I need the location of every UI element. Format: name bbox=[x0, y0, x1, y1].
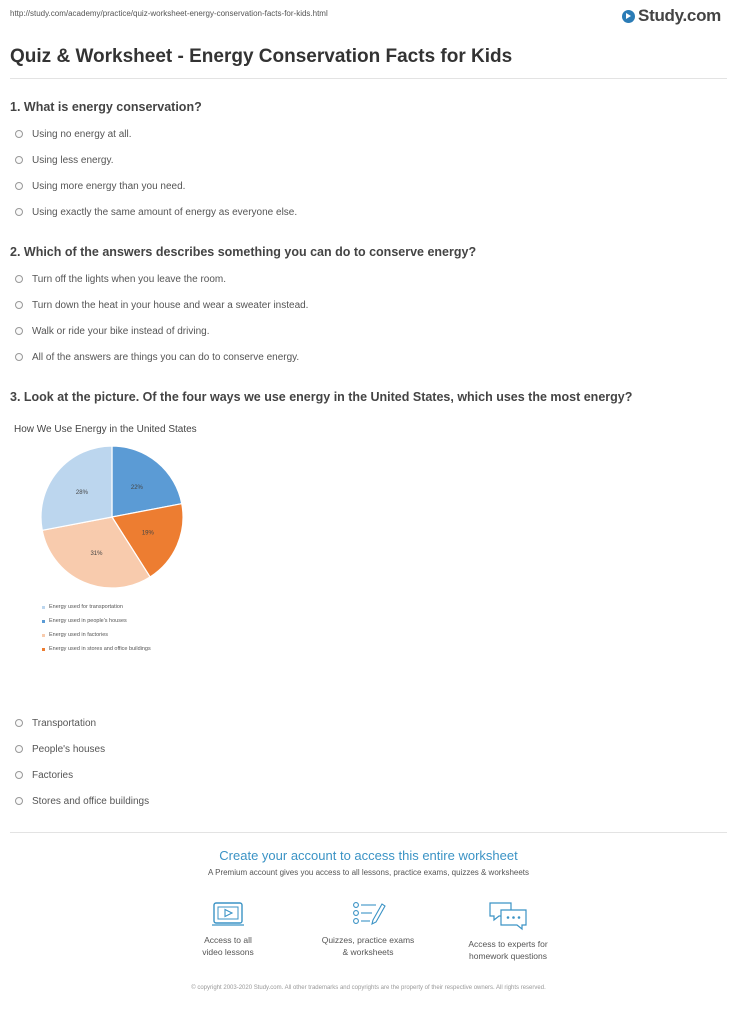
answer-label: People's houses bbox=[32, 743, 106, 755]
radio-button[interactable] bbox=[15, 771, 23, 779]
feature-label: homework questions bbox=[469, 951, 547, 961]
feature-label: Access to all bbox=[204, 935, 252, 945]
play-circle-icon bbox=[622, 10, 635, 23]
promo-subtitle: A Premium account gives you access to all lessons, practice exams, quizzes & worksheets bbox=[207, 868, 530, 877]
question-2-text: 2. Which of the answers describes something you can do to conserve energy? bbox=[10, 245, 477, 259]
radio-button[interactable] bbox=[15, 797, 23, 805]
answer-label: Factories bbox=[32, 769, 74, 781]
radio-button[interactable] bbox=[15, 301, 23, 309]
question-2-options bbox=[15, 266, 308, 370]
answer-option[interactable] bbox=[15, 292, 308, 318]
answer-label: Stores and office buildings bbox=[32, 795, 150, 807]
legend-label: Energy used in people's houses bbox=[49, 618, 127, 624]
legend-swatch bbox=[42, 620, 45, 623]
legend-swatch bbox=[42, 606, 45, 609]
page-url: http://study.com/academy/practice/quiz-worksheet-energy-conservation-facts-for-kids.html bbox=[10, 9, 328, 18]
pie-slice-label: 31% bbox=[90, 550, 103, 557]
radio-button[interactable] bbox=[15, 130, 23, 138]
promo-divider bbox=[10, 832, 727, 833]
energy-use-pie-chart bbox=[30, 440, 196, 596]
radio-button[interactable] bbox=[15, 327, 23, 335]
pie-slice-label: 28% bbox=[75, 490, 88, 497]
answer-label: All of the answers are things you can do to conserve energy. bbox=[32, 351, 300, 363]
radio-button[interactable] bbox=[15, 719, 23, 727]
legend-label: Energy used for transportation bbox=[49, 604, 123, 610]
feature-label: Quizzes, practice exams bbox=[321, 935, 415, 945]
chart-title: How We Use Energy in the United States bbox=[14, 424, 197, 435]
quiz-checklist-icon bbox=[350, 900, 386, 928]
legend-label: Energy used in stores and office buildings bbox=[49, 646, 151, 652]
video-lesson-icon bbox=[211, 900, 245, 928]
answer-label: Walk or ride your bike instead of driving. bbox=[32, 325, 210, 337]
radio-button[interactable] bbox=[15, 182, 23, 190]
feature-label: & worksheets bbox=[342, 947, 394, 957]
answer-label: Transportation bbox=[32, 717, 97, 729]
top-bar bbox=[10, 8, 727, 24]
pie-slice-label: 19% bbox=[141, 530, 154, 537]
answer-option[interactable] bbox=[15, 121, 297, 147]
pie-slice bbox=[41, 446, 112, 530]
legend-item bbox=[42, 642, 151, 656]
legend-swatch bbox=[42, 648, 45, 651]
legend-label: Energy used in factories bbox=[49, 632, 109, 638]
radio-button[interactable] bbox=[15, 745, 23, 753]
feature-video-lessons bbox=[158, 900, 298, 958]
chart-legend bbox=[42, 600, 151, 656]
radio-button[interactable] bbox=[15, 275, 23, 283]
feature-label: Access to experts for bbox=[468, 939, 548, 949]
answer-option[interactable] bbox=[15, 788, 149, 814]
answer-option[interactable] bbox=[15, 762, 149, 788]
radio-button[interactable] bbox=[15, 208, 23, 216]
answer-option[interactable] bbox=[15, 344, 308, 370]
feature-experts bbox=[438, 900, 578, 962]
answer-option[interactable] bbox=[15, 318, 308, 344]
legend-item bbox=[42, 628, 151, 642]
answer-option[interactable] bbox=[15, 199, 297, 225]
legend-item bbox=[42, 600, 151, 614]
feature-quizzes bbox=[298, 900, 438, 958]
answer-label: Using more energy than you need. bbox=[32, 180, 186, 192]
answer-option[interactable] bbox=[15, 173, 297, 199]
study-logo[interactable] bbox=[622, 6, 721, 26]
title-divider bbox=[10, 78, 727, 79]
answer-option[interactable] bbox=[15, 147, 297, 173]
page-title: Quiz & Worksheet - Energy Conservation Facts for Kids bbox=[10, 46, 513, 67]
legend-swatch bbox=[42, 634, 45, 637]
answer-label: Using exactly the same amount of energy as everyone else. bbox=[32, 206, 298, 218]
question-1-options bbox=[15, 121, 297, 225]
feature-label: video lessons bbox=[202, 947, 254, 957]
legend-item bbox=[42, 614, 151, 628]
question-1-text: 1. What is energy conservation? bbox=[10, 100, 202, 114]
promo-title[interactable]: Create your account to access this entire worksheet bbox=[219, 848, 518, 863]
answer-label: Using no energy at all. bbox=[32, 128, 132, 140]
answer-option[interactable] bbox=[15, 736, 149, 762]
radio-button[interactable] bbox=[15, 353, 23, 361]
answer-label: Using less energy. bbox=[32, 154, 114, 166]
question-3-options bbox=[15, 710, 149, 814]
logo-text: Study.com bbox=[638, 6, 721, 25]
chat-bubbles-icon bbox=[487, 900, 529, 932]
copyright-text: © copyright 2003-2020 Study.com. All other trademarks and copyrights are the property of their respective owners. All rights reserved. bbox=[191, 985, 546, 991]
answer-label: Turn down the heat in your house and wear a sweater instead. bbox=[32, 299, 309, 311]
question-3-text: 3. Look at the picture. Of the four ways we use energy in the United States, which uses the most energy? bbox=[10, 390, 633, 404]
answer-label: Turn off the lights when you leave the room. bbox=[32, 273, 226, 285]
answer-option[interactable] bbox=[15, 266, 308, 292]
radio-button[interactable] bbox=[15, 156, 23, 164]
pie-slice-label: 22% bbox=[130, 484, 143, 491]
answer-option[interactable] bbox=[15, 710, 149, 736]
